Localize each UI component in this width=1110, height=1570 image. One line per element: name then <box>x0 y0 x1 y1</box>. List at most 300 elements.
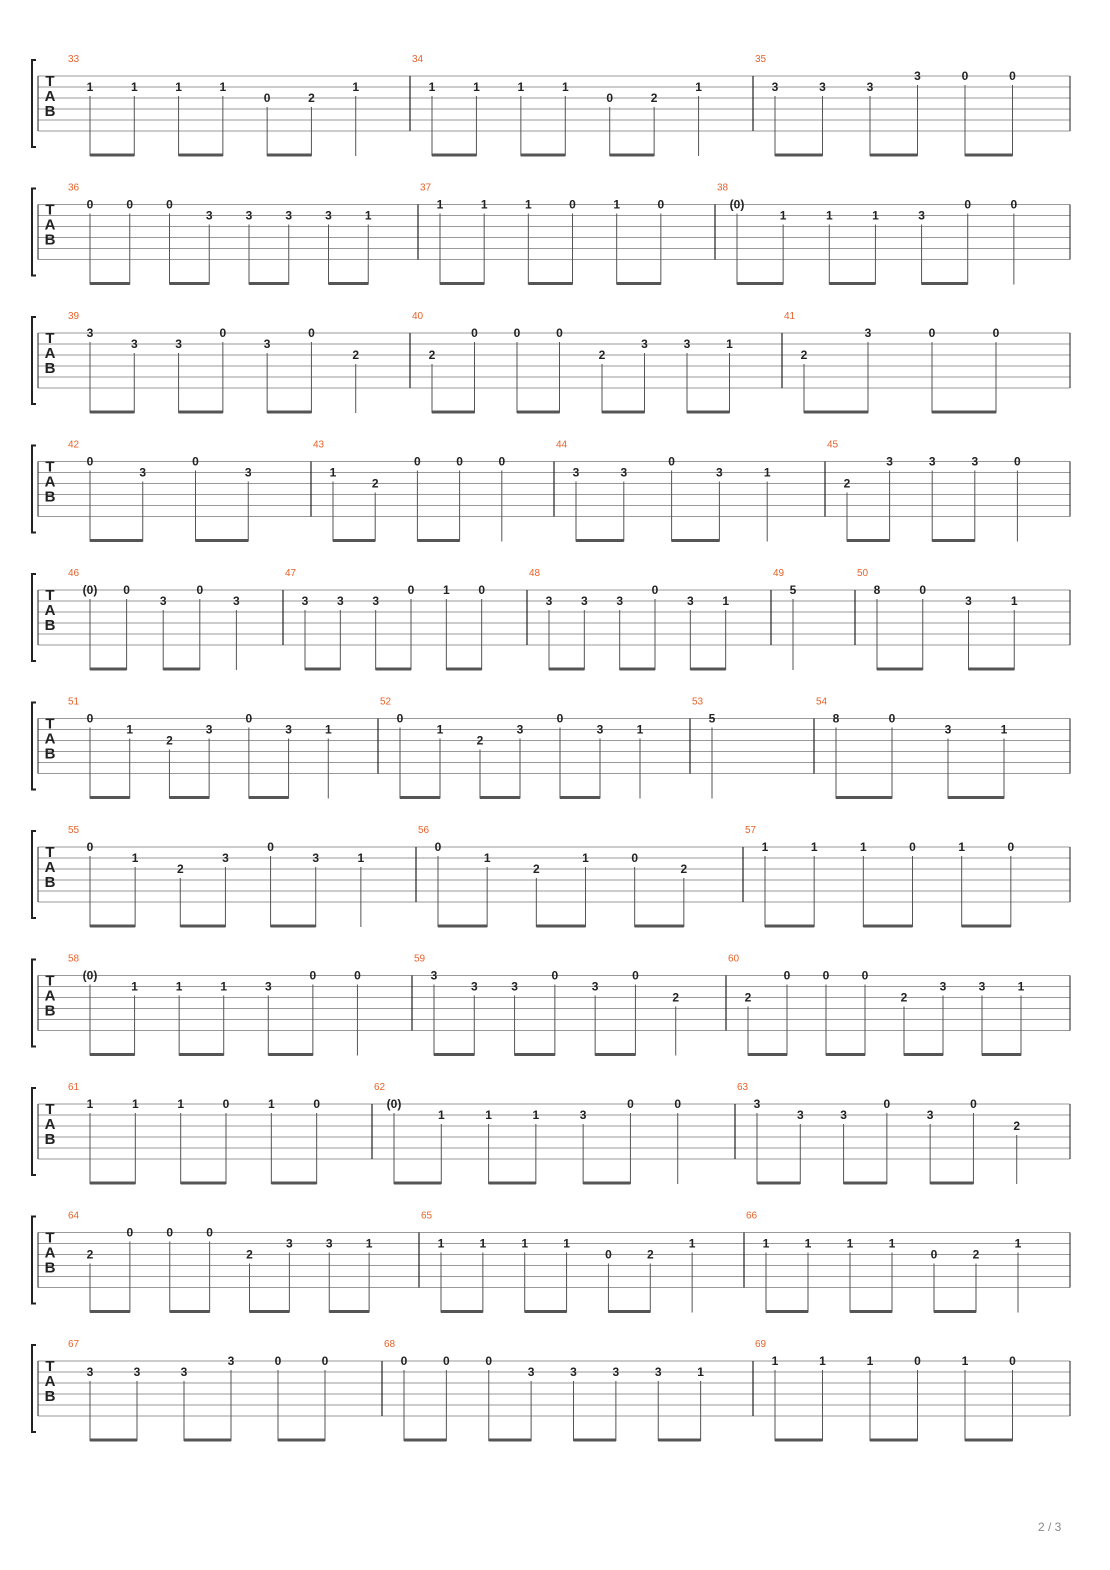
measure-number: 68 <box>384 1339 396 1350</box>
fret-number: 1 <box>177 1097 185 1111</box>
measure <box>556 440 771 542</box>
measure-number: 56 <box>418 825 430 836</box>
fret-number: 0 <box>166 1225 174 1240</box>
fret-number: 1 <box>131 1097 139 1111</box>
fret-number: 2 <box>352 348 360 362</box>
fret-number: 3 <box>511 979 518 994</box>
measure-number: 57 <box>745 825 757 836</box>
measure <box>745 825 1014 927</box>
tab-clef-letter: T <box>45 1229 55 1247</box>
fret-number: 0 <box>513 326 521 340</box>
fret-number: 1 <box>352 80 360 94</box>
fret-number: 1 <box>582 851 589 865</box>
system-bracket <box>32 703 36 790</box>
measure <box>380 697 644 799</box>
fret-number: 0 <box>485 1354 493 1368</box>
fret-number: 3 <box>205 722 213 737</box>
tab-clef-letter: T <box>45 458 55 476</box>
fret-number: 1 <box>763 465 771 480</box>
system-bracket <box>32 1345 36 1432</box>
fret-number: 3 <box>978 979 986 994</box>
fret-number: 1 <box>436 722 444 737</box>
system-bracket <box>32 960 36 1047</box>
fret-number: 1 <box>437 1108 445 1122</box>
fret-number: 3 <box>914 69 921 83</box>
fret-number: 2 <box>246 1247 253 1262</box>
fret-number: 3 <box>430 968 438 983</box>
system-bracket <box>32 446 36 533</box>
measure-number: 39 <box>68 311 80 322</box>
fret-number: 3 <box>939 979 947 994</box>
fret-number: 0 <box>783 968 791 983</box>
fret-number: 3 <box>516 722 524 737</box>
measure-number: 36 <box>68 182 80 194</box>
fret-number: 0 <box>883 1097 891 1111</box>
tab-clef-letter: B <box>44 874 56 891</box>
fret-number: 0 <box>222 1097 230 1111</box>
fret-number: 1 <box>485 1108 492 1122</box>
fret-number: 0 <box>632 968 639 983</box>
fret-number: 1 <box>688 1236 696 1251</box>
fret-number: 3 <box>527 1365 535 1379</box>
fret-number: 0 <box>992 326 1000 340</box>
fret-number: 0 <box>961 69 969 83</box>
measure <box>737 1082 1020 1184</box>
tab-clef-letter: B <box>44 1002 56 1020</box>
fret-number: 3 <box>286 1236 293 1251</box>
fret-number: 2 <box>176 862 184 876</box>
fret-number: 0 <box>219 326 227 340</box>
fret-number: 1 <box>825 208 833 223</box>
fret-number: 2 <box>598 348 606 362</box>
measure <box>68 1211 373 1313</box>
tab-clef-letter: T <box>45 73 55 90</box>
fret-number: 3 <box>264 979 272 994</box>
tab-clef-letter: A <box>44 730 56 748</box>
fret-number: 0 <box>245 711 253 726</box>
fret-number: 1 <box>442 583 450 597</box>
tab-system <box>32 1339 1070 1441</box>
measure-number: 48 <box>529 568 541 579</box>
tab-system <box>32 183 1070 285</box>
fret-number: 3 <box>620 465 628 480</box>
fret-number: 1 <box>613 197 621 212</box>
fret-number: (0) <box>729 197 745 212</box>
fret-number: 3 <box>654 1365 662 1379</box>
fret-number: 1 <box>1014 1236 1022 1251</box>
system-bracket <box>32 1217 36 1304</box>
fret-number: 0 <box>192 454 199 469</box>
measure <box>68 440 252 542</box>
fret-number: 1 <box>1000 722 1008 737</box>
fret-number: 1 <box>437 1236 445 1251</box>
fret-number: 3 <box>159 594 167 608</box>
fret-number: 1 <box>771 1354 779 1368</box>
measure <box>374 1082 681 1184</box>
fret-number: 0 <box>126 197 134 212</box>
measure <box>418 825 687 927</box>
fret-number: 0 <box>914 1354 921 1368</box>
fret-number: 3 <box>233 594 240 608</box>
fret-number: 0 <box>471 326 478 340</box>
fret-number: 0 <box>443 1354 450 1368</box>
fret-number: 3 <box>944 722 952 737</box>
fret-number: 0 <box>86 197 94 212</box>
measure-number: 34 <box>412 54 424 65</box>
fret-number: 0 <box>166 197 173 212</box>
fret-number: 0 <box>605 1247 612 1262</box>
measure <box>784 311 1000 413</box>
fret-number: 0 <box>354 968 361 983</box>
measure-number: 66 <box>746 1210 758 1222</box>
fret-number: 1 <box>819 1354 826 1368</box>
measure <box>285 568 485 670</box>
fret-number: 0 <box>308 326 315 340</box>
measure <box>529 568 729 670</box>
fret-number: 1 <box>329 465 337 480</box>
fret-number: 0 <box>861 968 869 983</box>
fret-number: (0) <box>82 583 98 597</box>
measure <box>412 311 733 413</box>
fret-number: 5 <box>789 583 797 597</box>
measure-number: 52 <box>380 696 392 708</box>
measure <box>421 1211 696 1313</box>
fret-number: 0 <box>1007 840 1015 854</box>
tab-clef-letter: B <box>44 1388 56 1405</box>
measure-number: 53 <box>692 696 704 708</box>
measure <box>827 440 1021 542</box>
fret-number: 2 <box>650 91 658 105</box>
measure-number: 38 <box>717 182 729 194</box>
fret-number: 0 <box>822 968 830 983</box>
fret-number: 1 <box>563 1236 570 1251</box>
fret-number: 3 <box>864 326 872 340</box>
fret-number: 3 <box>918 208 925 223</box>
tab-clef-letter: A <box>44 88 56 105</box>
measure <box>68 825 365 927</box>
fret-number: 3 <box>686 594 694 608</box>
fret-number: 2 <box>900 990 908 1005</box>
measure-number: 67 <box>68 1339 80 1350</box>
tab-clef-letter: A <box>44 216 56 234</box>
fret-number: 3 <box>886 454 893 469</box>
fret-number: 0 <box>631 851 639 865</box>
fret-number: 0 <box>86 454 94 469</box>
fret-number: 3 <box>570 1365 577 1379</box>
measure-number: 50 <box>857 568 869 579</box>
tab-system <box>32 568 1070 670</box>
fret-number: 1 <box>365 1236 373 1251</box>
fret-number: 1 <box>866 1354 874 1368</box>
tab-clef-letter: A <box>44 987 56 1005</box>
fret-number: 2 <box>972 1247 980 1262</box>
fret-number: 2 <box>308 91 315 105</box>
fret-number: 2 <box>476 733 484 748</box>
tab-clef-letter: A <box>44 345 56 362</box>
fret-number: 3 <box>612 1365 620 1379</box>
fret-number: 0 <box>606 91 614 105</box>
fret-number: 2 <box>672 990 680 1005</box>
fret-number: 3 <box>840 1108 847 1122</box>
system-bracket <box>32 574 36 661</box>
fret-number: 3 <box>683 337 691 351</box>
fret-number: 0 <box>414 454 421 469</box>
fret-number: 0 <box>196 583 204 597</box>
fret-number: 1 <box>761 840 769 854</box>
fret-number: 1 <box>86 80 94 94</box>
tab-clef-letter: A <box>44 1116 56 1133</box>
measure-number: 41 <box>784 311 796 322</box>
tab-clef-letter: A <box>44 602 56 619</box>
tab-clef-letter: B <box>44 488 56 506</box>
measure <box>68 54 359 156</box>
measure-number: 65 <box>421 1210 433 1222</box>
tab-clef-letter: T <box>45 587 55 604</box>
fret-number: 1 <box>532 1108 540 1122</box>
fret-number: 1 <box>131 979 138 994</box>
fret-number: 8 <box>873 583 881 597</box>
fret-number: 3 <box>591 979 599 994</box>
fret-number: 1 <box>695 80 702 94</box>
fret-number: 0 <box>1010 197 1018 212</box>
fret-number: 2 <box>800 348 808 362</box>
measure-number: 62 <box>374 1082 386 1093</box>
tab-clef-letter: T <box>45 844 55 861</box>
tab-clef-letter: T <box>45 1358 55 1375</box>
fret-number: 3 <box>245 208 253 223</box>
fret-number: 0 <box>263 91 271 105</box>
fret-number: 1 <box>888 1236 896 1251</box>
fret-number: 3 <box>86 326 94 340</box>
tab-system <box>32 1211 1070 1313</box>
fret-number: 3 <box>222 851 229 865</box>
fret-number: 3 <box>372 594 380 608</box>
tab-clef-letter: T <box>45 715 55 733</box>
tab-clef-letter: B <box>44 745 56 763</box>
fret-number: 1 <box>483 851 491 865</box>
fret-number: 0 <box>478 583 486 597</box>
tab-clef-letter: A <box>44 1373 56 1390</box>
fret-number: 3 <box>325 1236 333 1251</box>
fret-number: 1 <box>324 722 332 737</box>
tab-clef-letter: B <box>44 360 56 377</box>
measure <box>313 440 505 542</box>
fret-number: 0 <box>627 1097 634 1111</box>
measure <box>857 568 1018 670</box>
measure <box>746 1211 1022 1313</box>
fret-number: 5 <box>708 711 716 726</box>
fret-number: 1 <box>872 208 879 223</box>
fret-number: 1 <box>126 722 134 737</box>
fret-number: 0 <box>930 1247 938 1262</box>
page-number: 2 / 3 <box>1038 1520 1062 1534</box>
measure-number: 49 <box>773 568 785 579</box>
fret-number: 0 <box>407 583 415 597</box>
fret-number: 1 <box>722 594 730 608</box>
fret-number: 1 <box>762 1236 770 1251</box>
fret-number: 1 <box>779 208 787 223</box>
tab-system <box>32 825 1070 927</box>
tab-clef-letter: T <box>45 1101 55 1118</box>
fret-number: 1 <box>524 197 532 212</box>
fret-number: 3 <box>545 594 553 608</box>
fret-number: 0 <box>400 1354 408 1368</box>
measure-number: 44 <box>556 439 568 451</box>
measure <box>68 697 332 799</box>
fret-number: 3 <box>796 1108 804 1122</box>
fret-number: 3 <box>965 594 972 608</box>
fret-number: 1 <box>364 208 372 223</box>
fret-number: 3 <box>572 465 580 480</box>
fret-number: 0 <box>657 197 665 212</box>
measure-number: 40 <box>412 311 424 322</box>
measure-number: 63 <box>737 1082 749 1093</box>
fret-number: 1 <box>859 840 867 854</box>
fret-number: 0 <box>1009 1354 1016 1368</box>
fret-number: 1 <box>810 840 818 854</box>
tab-clef-letter: T <box>45 330 55 347</box>
measure-number: 42 <box>68 439 80 451</box>
measure <box>68 954 361 1056</box>
fret-number: 0 <box>668 454 675 469</box>
fret-number: 1 <box>561 80 569 94</box>
fret-number: 0 <box>309 968 317 983</box>
fret-number: 2 <box>843 476 851 491</box>
measure <box>728 954 1025 1056</box>
measure-number: 45 <box>827 439 839 451</box>
measure <box>414 954 679 1056</box>
fret-number: 3 <box>926 1108 934 1122</box>
measure <box>68 1082 320 1184</box>
fret-number: 3 <box>470 979 478 994</box>
fret-number: 2 <box>744 990 752 1005</box>
fret-number: 3 <box>175 337 182 351</box>
tab-system <box>32 697 1070 799</box>
measure <box>68 183 372 285</box>
fret-number: 3 <box>325 208 332 223</box>
fret-number: 0 <box>551 968 559 983</box>
system-bracket <box>32 831 36 918</box>
measure-number: 58 <box>68 953 80 965</box>
fret-number: 1 <box>428 80 436 94</box>
tab-clef-letter: B <box>44 1131 56 1148</box>
measure-number: 61 <box>68 1082 80 1093</box>
measure <box>755 54 1016 156</box>
fret-number: 3 <box>641 337 648 351</box>
measure-number: 47 <box>285 568 297 579</box>
tab-clef-letter: B <box>44 617 56 634</box>
fret-number: 2 <box>371 476 379 491</box>
measure <box>816 697 1008 799</box>
fret-number: 3 <box>263 337 271 351</box>
fret-number: 3 <box>130 337 138 351</box>
fret-number: 1 <box>436 197 444 212</box>
system-bracket <box>32 60 36 147</box>
fret-number: 0 <box>909 840 916 854</box>
fret-number: 3 <box>312 851 320 865</box>
measure <box>384 1339 704 1441</box>
fret-number: 3 <box>580 594 588 608</box>
fret-number: 2 <box>428 348 436 362</box>
measure-number: 54 <box>816 696 828 708</box>
fret-number: 1 <box>175 80 182 94</box>
fret-number: 1 <box>175 979 183 994</box>
fret-number: 3 <box>133 1365 141 1379</box>
fret-number: 3 <box>771 80 779 94</box>
fret-number: 2 <box>166 733 173 748</box>
measure-number: 33 <box>68 54 80 65</box>
tab-clef-letter: A <box>44 859 56 876</box>
tab-clef-letter: T <box>45 972 55 990</box>
tab-clef-letter: B <box>44 103 56 120</box>
fret-number: 1 <box>1010 594 1018 608</box>
tab-system <box>32 1082 1070 1184</box>
fret-number: 0 <box>556 711 564 726</box>
fret-number: 3 <box>285 208 293 223</box>
system-bracket <box>32 1088 36 1175</box>
fret-number: 0 <box>888 711 896 726</box>
fret-number: 1 <box>480 197 488 212</box>
measure <box>68 568 240 670</box>
fret-number: 1 <box>804 1236 812 1251</box>
fret-number: 3 <box>866 80 874 94</box>
measure-number: 46 <box>68 568 80 579</box>
fret-number: 0 <box>274 1354 282 1368</box>
fret-number: 1 <box>958 840 966 854</box>
fret-number: (0) <box>386 1097 402 1111</box>
fret-number: 3 <box>579 1108 587 1122</box>
fret-number: 1 <box>697 1365 704 1379</box>
fret-number: 1 <box>86 1097 94 1111</box>
fret-number: 3 <box>180 1365 188 1379</box>
fret-number: 0 <box>206 1225 213 1240</box>
fret-number: 1 <box>219 80 227 94</box>
fret-number: 3 <box>86 1365 94 1379</box>
measure-number: 55 <box>68 825 80 836</box>
fret-number: 2 <box>1013 1119 1021 1133</box>
tab-clef-letter: A <box>44 1244 56 1262</box>
tab-clef-letter: A <box>44 473 56 491</box>
fret-number: 3 <box>139 465 147 480</box>
measure-number: 64 <box>68 1210 80 1222</box>
fret-number: 1 <box>521 1236 529 1251</box>
measure-number: 69 <box>755 1339 767 1350</box>
tab-system <box>32 54 1070 156</box>
fret-number: 3 <box>301 594 309 608</box>
fret-number: 1 <box>1017 979 1025 994</box>
fret-number: 1 <box>726 337 733 351</box>
tab-clef-letter: B <box>44 231 56 249</box>
measure <box>717 183 1018 285</box>
fret-number: 1 <box>267 1097 275 1111</box>
fret-number: 2 <box>86 1247 94 1262</box>
fret-number: 0 <box>456 454 463 469</box>
tab-clef-letter: B <box>44 1259 56 1277</box>
fret-number: 1 <box>961 1354 969 1368</box>
fret-number: 0 <box>396 711 404 726</box>
fret-number: 3 <box>285 722 292 737</box>
fret-number: 3 <box>971 454 979 469</box>
fret-number: 2 <box>646 1247 654 1262</box>
fret-number: 1 <box>846 1236 854 1251</box>
fret-number: 8 <box>832 711 840 726</box>
tab-system <box>32 440 1070 542</box>
tab-system <box>32 311 1070 413</box>
fret-number: 1 <box>357 851 365 865</box>
fret-number: 0 <box>313 1097 321 1111</box>
fret-number: 0 <box>86 840 94 854</box>
fret-number: 3 <box>716 465 723 480</box>
